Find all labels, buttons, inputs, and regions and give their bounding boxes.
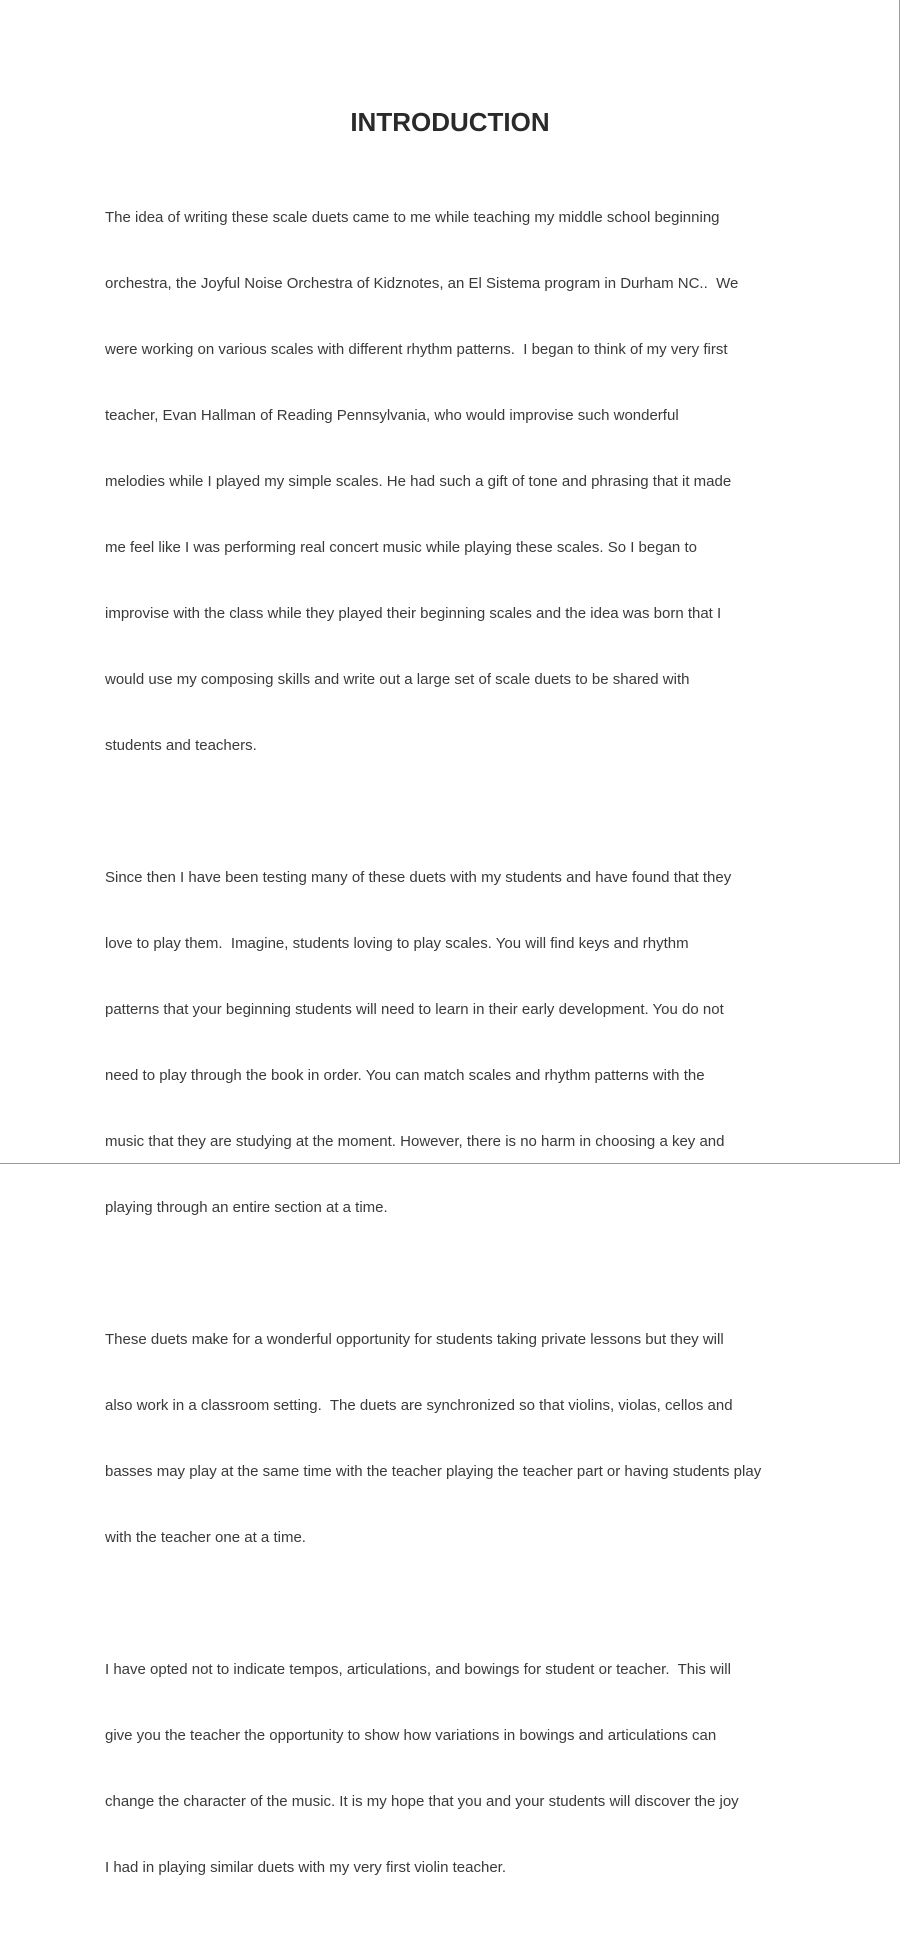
paragraph-line: playing through an entire section at a time.	[105, 1199, 388, 1216]
paragraph-line: basses may play at the same time with the teacher playing the teacher part or having students play	[105, 1463, 762, 1480]
paragraph-3	[105, 1285, 865, 1593]
paragraph-line: improvise with the class while they played their beginning scales and the idea was born that I	[105, 605, 722, 622]
paragraph-line: me feel like I was performing real concert music while playing these scales. So I began to	[105, 539, 697, 556]
paragraph-line: also work in a classroom setting. The duets are synchronized so that violins, violas, cellos and	[105, 1397, 733, 1414]
paragraph-line: teacher, Evan Hallman of Reading Pennsylvania, who would improvise such wonderful	[105, 407, 679, 424]
paragraph-line: students and teachers.	[105, 737, 257, 754]
paragraph-1	[105, 163, 865, 801]
paragraph-line: I have opted not to indicate tempos, articulations, and bowings for student or teacher. This will	[105, 1661, 731, 1678]
paragraph-line: I had in playing similar duets with my very first violin teacher.	[105, 1859, 506, 1876]
paragraph-line: were working on various scales with different rhythm patterns. I began to think of my very first	[105, 341, 728, 358]
paragraph-line: with the teacher one at a time.	[105, 1529, 306, 1546]
paragraph-4	[105, 1615, 865, 1923]
body-text	[105, 163, 865, 1945]
paragraph-line: need to play through the book in order. You can match scales and rhythm patterns with the	[105, 1067, 705, 1084]
paragraph-line: give you the teacher the opportunity to show how variations in bowings and articulations can	[105, 1727, 717, 1744]
paragraph-line: orchestra, the Joyful Noise Orchestra of Kidznotes, an El Sistema program in Durham NC.. We	[105, 275, 739, 292]
paragraph-line: patterns that your beginning students will need to learn in their early development. You do not	[105, 1001, 724, 1018]
paragraph-line: These duets make for a wonderful opportunity for students taking private lessons but they will	[105, 1331, 724, 1348]
page-title: INTRODUCTION	[350, 107, 550, 137]
paragraph-2	[105, 823, 865, 1263]
paragraph-line: would use my composing skills and write out a large set of scale duets to be shared with	[105, 671, 690, 688]
paragraph-line: melodies while I played my simple scales. He had such a gift of tone and phrasing that it made	[105, 473, 732, 490]
paragraph-line: love to play them. Imagine, students loving to play scales. You will find keys and rhythm	[105, 935, 689, 952]
paragraph-line: Since then I have been testing many of these duets with my students and have found that they	[105, 869, 732, 886]
paragraph-line: music that they are studying at the moment. However, there is no harm in choosing a key and	[105, 1133, 725, 1150]
paragraph-line: change the character of the music. It is my hope that you and your students will discover the joy	[105, 1793, 739, 1810]
paragraph-line: The idea of writing these scale duets came to me while teaching my middle school beginning	[105, 209, 720, 226]
